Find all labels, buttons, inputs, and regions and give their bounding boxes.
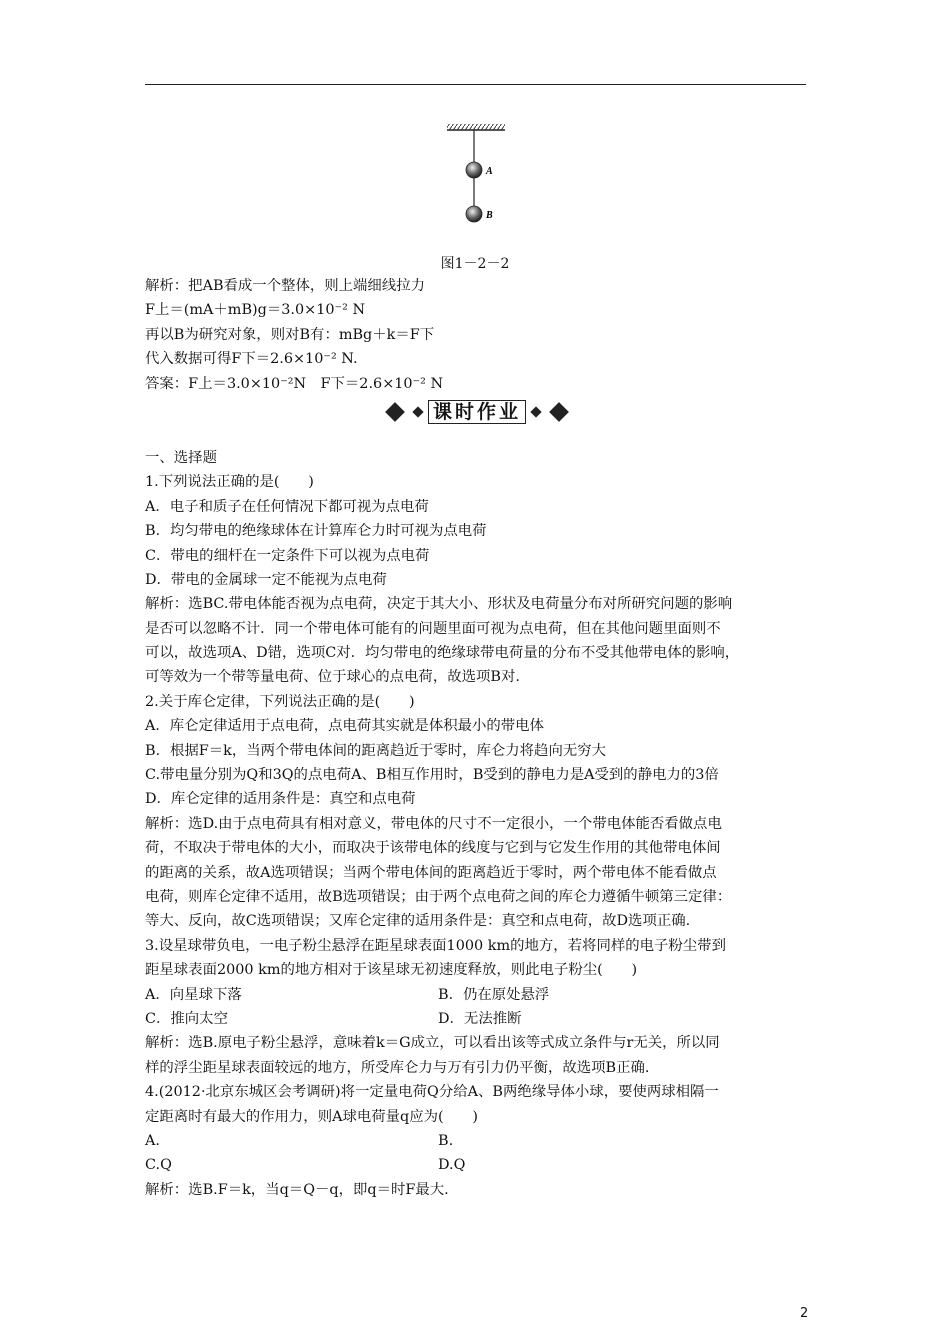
q3-option-a: A．向星球下落 [145, 986, 242, 1003]
q1-option-c: C．带电的细杆在一定条件下可以视为点电荷 [145, 547, 430, 564]
q2-analysis-3: 的距离的关系，故A选项错误；当两个带电体间的距离趋近于零时，两个带电体不能看做点 [145, 864, 717, 881]
hanging-balls-diagram [440, 120, 520, 230]
ball-b [466, 206, 482, 222]
ceiling-hatch [447, 124, 505, 130]
solution-line-4: 代入数据可得F下＝2.6×10⁻² N. [145, 351, 358, 368]
q4-options-row-1 [145, 1129, 815, 1153]
q1-analysis-4: 可等效为一个带等量电荷、位于球心的点电荷，故选项B对. [145, 669, 520, 686]
q2-option-c: C.带电量分别为Q和3Q的点电荷A、B相互作用时，B受到的静电力是A受到的静电力的3倍 [145, 767, 719, 784]
label-a: A [486, 166, 493, 177]
q2-stem: 2.关于库仑定律，下列说法正确的是( ) [145, 693, 415, 710]
q1-option-b: B．均匀带电的绝缘球体在计算库仑力时可视为点电荷 [145, 523, 487, 540]
q3-option-c: C．推向太空 [145, 1010, 228, 1027]
q3-options-row-2 [145, 1007, 815, 1031]
q4-option-b: B. [438, 1132, 454, 1149]
q2-analysis-1: 解析：选D.由于点电荷具有相对意义，带电体的尺寸不一定很小，一个带电体能否看做点电 [145, 815, 722, 832]
q1-analysis-2: 是否可以忽略不计．同一个带电体可能有的问题里面可视为点电荷，但在其他问题里面则不 [145, 620, 721, 637]
q3-analysis-2: 样的浮尘距星球表面较远的地方，所受库仑力与万有引力仍平衡，故选项B正确. [145, 1059, 650, 1076]
q2-option-b: B．根据F＝k，当两个带电体间的距离趋近于零时，库仑力将趋向无穷大 [145, 742, 607, 759]
q4-analysis-1: 解析：选B.F＝k，当q＝Q－q，即q＝时F最大. [145, 1181, 449, 1198]
q3-stem-1: 3.设星球带负电，一电子粉尘悬浮在距星球表面1000 km的地方，若将同样的电子粉尘带到 [145, 937, 726, 954]
q4-option-a: A. [145, 1132, 160, 1149]
q3-option-d: D．无法推断 [438, 1010, 522, 1027]
diamond-icon [412, 406, 423, 417]
diamond-icon [530, 406, 541, 417]
q4-option-d: D.Q [438, 1157, 466, 1174]
solution-line-2: F上＝(mA＋mB)g＝3.0×10⁻² N [145, 302, 366, 319]
solution-line-1: 解析：把AB看成一个整体，则上端细线拉力 [145, 278, 426, 294]
q3-options-row-1 [145, 983, 815, 1007]
q3-option-b: B．仍在原处悬浮 [438, 986, 550, 1003]
q2-analysis-2: 荷，不取决于带电体的大小，而取决于该带电体的线度与它到与它发生作用的其他带电体间 [145, 840, 721, 857]
page-body [145, 274, 815, 1202]
q2-option-a: A．库仑定律适用于点电荷，点电荷其实就是体积最小的带电体 [145, 718, 544, 735]
q1-option-a: A．电子和质子在任何情况下都可视为点电荷 [145, 498, 429, 515]
figure-caption: 图1－2－2 [440, 256, 510, 272]
q4-option-c: C.Q [145, 1157, 172, 1174]
q1-option-d: D．带电的金属球一定不能视为点电荷 [145, 571, 387, 588]
solution-line-3: 再以B为研究对象，则对B有：mBg＋k＝F下 [145, 326, 435, 343]
q2-analysis-5: 等大、反向，故C选项错误；又库仑定律的适用条件是：真空和点电荷，故D选项正确. [145, 913, 691, 930]
q2-option-d: D．库仑定律的适用条件是：真空和点电荷 [145, 791, 416, 808]
ball-a [466, 162, 482, 178]
header-rule [145, 84, 806, 85]
q4-options-row-2 [145, 1153, 815, 1177]
answer-line: 答案：F上＝3.0×10⁻²N F下＝2.6×10⁻² N [145, 375, 444, 392]
q2-analysis-4: 电荷，则库仑定律不适用，故B选项错误；由于两个点电荷之间的库仑力遵循牛顿第三定律： [145, 888, 732, 905]
diamond-icon [549, 402, 569, 422]
hanging-balls-figure [440, 120, 520, 230]
page-number: 2 [800, 1306, 809, 1321]
diamond-icon [385, 402, 405, 422]
q1-analysis-3: 可以，故选项A、D错，选项C对．均匀带电的绝缘球带电荷量的分布不受其他带电体的影响， [145, 645, 740, 662]
q3-analysis-1: 解析：选B.原电子粉尘悬浮，意味着k＝G成立，可以看出该等式成立条件与r无关，所以同 [145, 1035, 720, 1052]
section-banner [139, 396, 815, 428]
banner-title: 课时作业 [428, 400, 526, 424]
q1-stem: 1.下列说法正确的是( ) [145, 474, 314, 491]
q4-stem-2: 定距离时有最大的作用力，则A球电荷量q应为( ) [145, 1108, 479, 1125]
q1-analysis-1: 解析：选BC.带电体能否视为点电荷，决定于其大小、形状及电荷量分布对所研究问题的影响 [145, 596, 733, 613]
label-b: B [486, 210, 493, 221]
section-title: 一、选择题 [145, 449, 217, 466]
q3-stem-2: 距星球表面2000 km的地方相对于该星球无初速度释放，则此电子粉尘( ) [145, 962, 638, 979]
q4-stem-1: 4.(2012·北京东城区会考调研)将一定量电荷Q分给A、B两绝缘导体小球，要使两球相隔一 [145, 1084, 719, 1101]
